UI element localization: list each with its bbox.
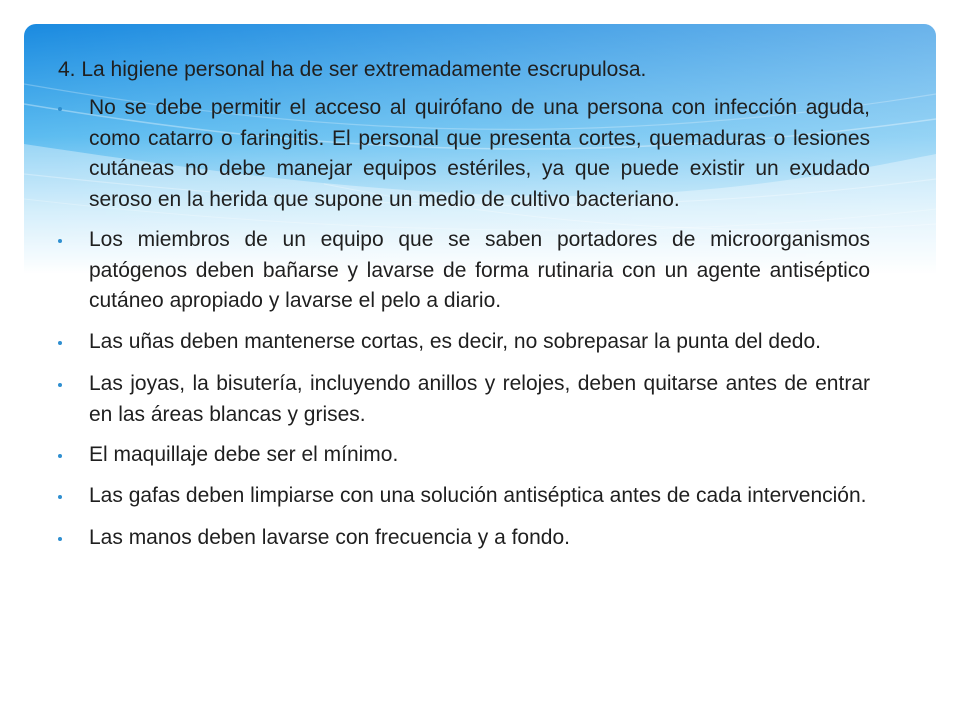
bullet-dot-icon xyxy=(58,454,62,458)
bullet-dot-icon xyxy=(58,495,62,499)
bullet-item xyxy=(58,327,870,358)
bullet-list xyxy=(58,93,870,554)
bullet-dot-icon xyxy=(58,383,62,387)
bullet-dot-icon xyxy=(58,239,62,243)
bullet-text: Las joyas, la bisutería, incluyendo anillos y relojes, deben quitarse antes de entrar en las áreas blancas y grises. xyxy=(89,372,870,426)
bullet-text: Los miembros de un equipo que se saben portadores de microorganismos patógenos deben bañarse y lavarse de forma rutinaria con un agente antiséptico cutáneo apropiado y lavarse el pelo a diario. xyxy=(89,228,870,312)
bullet-item xyxy=(58,481,870,512)
content-panel xyxy=(24,24,936,696)
bullet-text: Las manos deben lavarse con frecuencia y a fondo. xyxy=(89,526,570,549)
bullet-dot-icon xyxy=(58,537,62,541)
bullet-dot-icon xyxy=(58,107,62,111)
bullet-text: Las uñas deben mantenerse cortas, es decir, no sobrepasar la punta del dedo. xyxy=(89,329,821,353)
bullet-item xyxy=(58,93,870,215)
bullet-item xyxy=(58,440,870,471)
bullet-item xyxy=(58,369,870,430)
slide-content xyxy=(24,24,936,696)
bullet-text: No se debe permitir el acceso al quirófano de una persona con infección aguda, como catarro o faringitis. El personal que presenta cortes, quemaduras o lesiones cutáneas no debe manejar equipos estériles, ya que puede existir un exudado seroso en la herida que supone un medio de cultivo bacteriano. xyxy=(89,96,870,211)
bullet-item xyxy=(58,225,870,317)
slide-heading: 4. La higiene personal ha de ser extremadamente escrupulosa. xyxy=(58,58,647,81)
bullet-item xyxy=(58,523,870,554)
bullet-dot-icon xyxy=(58,341,62,345)
bullet-text: El maquillaje debe ser el mínimo. xyxy=(89,443,399,466)
bullet-text: Las gafas deben limpiarse con una solución antiséptica antes de cada intervención. xyxy=(89,483,867,507)
